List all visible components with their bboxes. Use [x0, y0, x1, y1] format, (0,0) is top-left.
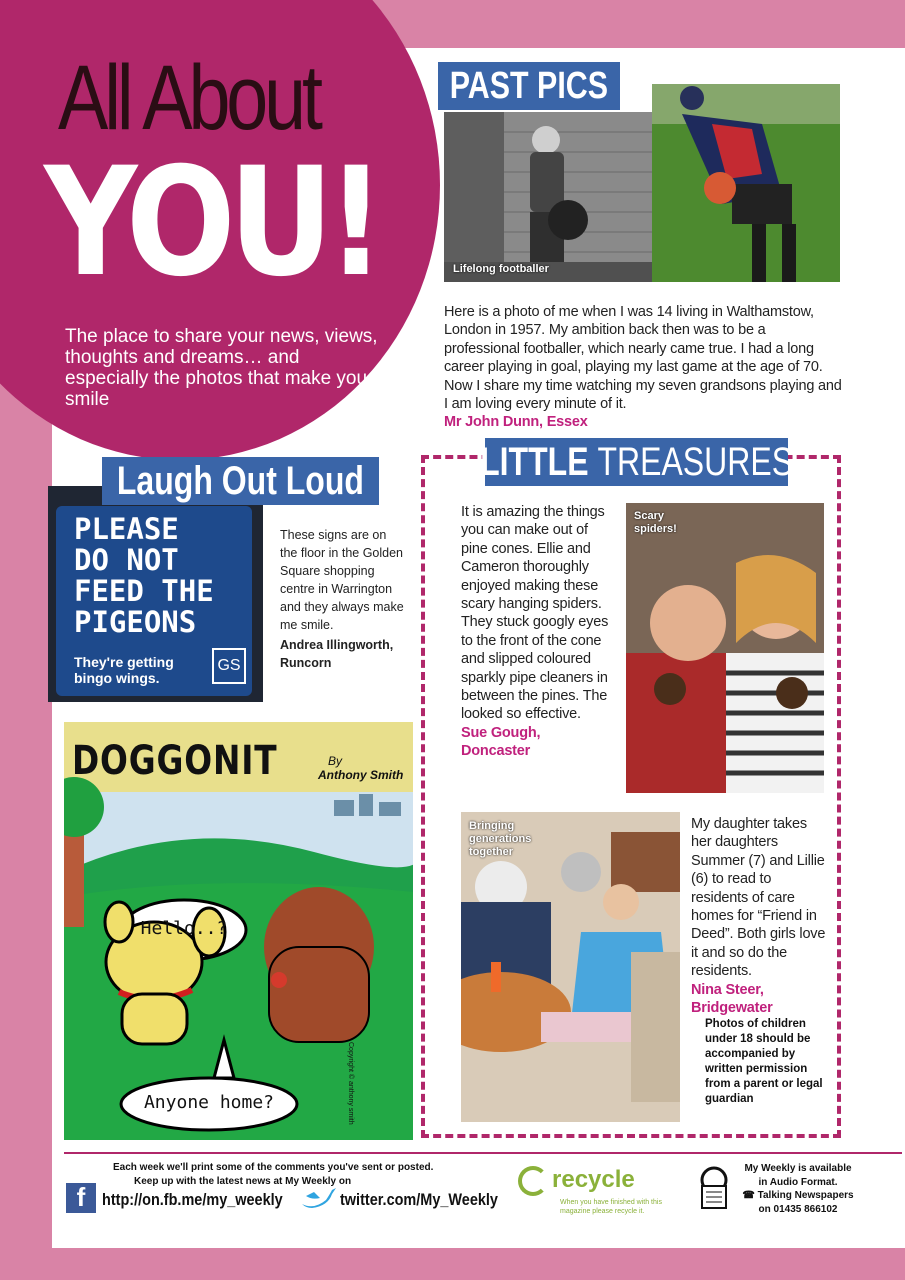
doggonit-comic — [64, 722, 413, 1140]
children-photo-notice: Photos of children under 18 should be accompanied by written permission from a parent or legal guardian — [705, 1018, 823, 1105]
comic-by: By — [328, 754, 343, 768]
little-treasures-heading: LITTLE TREASURES — [485, 438, 788, 486]
past-pics-body: Here is a photo of me when I was 14 living in Walthamstow, London in 1957. My ambition back then was to be a professional footballer, which nearly came true. I had a long career playing in goal, playing my last game at the age of 70. Now I share my time watching my seven grandsons playing and I am loving every minute of it. Mr John Dunn, Essex — [444, 303, 844, 432]
past-pic-young-photo — [444, 112, 652, 282]
story1-byline-name: Sue Gough, — [461, 724, 541, 741]
footer-intro-line2: Keep up with the latest news at My Weekly on — [134, 1176, 352, 1187]
spiders-caption: Scary spiders! — [634, 510, 677, 535]
comic-bubble-hello: Hello..? — [140, 918, 228, 939]
hero-title-line2: YOU! — [44, 136, 379, 310]
twitter-icon[interactable] — [300, 1186, 336, 1210]
sign-text: PLEASE DO NOT FEED THE PIGEONS — [74, 512, 214, 639]
past-pics-byline: Mr John Dunn, Essex — [444, 414, 588, 431]
laugh-out-loud-heading: Laugh Out Loud — [102, 457, 379, 505]
recycle-note: When you have finished with this magazine please recycle it. — [560, 1199, 662, 1215]
laugh-out-loud-body: These signs are on the floor in the Golden Square shopping centre in Warrington and they always make me smile. Andrea Illingworth, Runcorn — [280, 528, 404, 670]
comic-title: DOGGONIT — [72, 738, 278, 784]
recycle-icon — [518, 1166, 548, 1196]
treasures-story2: My daughter takes her daughters Summer (7) and Lillie (6) to read to residents of care homes for “Friend in Deed”. Both girls love it and so do the residents. Nina Steer, Bridgewater — [691, 815, 831, 1017]
past-pics-photo-caption: Lifelong footballer — [453, 263, 549, 275]
past-pic-goalkeeper-photo — [652, 84, 840, 282]
sign-subtext: They're getting bingo wings. — [74, 654, 174, 686]
comic-author: Anthony Smith — [318, 768, 404, 782]
recycle-label: recycle — [552, 1166, 635, 1193]
facebook-icon[interactable]: f — [66, 1183, 96, 1213]
story2-byline-name: Nina Steer, — [691, 981, 764, 998]
past-pics-heading: PAST PICS — [438, 62, 620, 110]
footer-intro-line1: Each week we'll print some of the comments you've sent or posted. — [113, 1162, 434, 1173]
story2-byline-place: Bridgewater — [691, 1000, 773, 1017]
treasures-story1: It is amazing the things you can make out of pine cones. Ellie and Cameron thoroughly enjoyed making these scary hanging spiders. They stuck googly eyes to the front of the cone and slipped coloured sparkly pipe cleaners in between the pines. The looked so effective. Sue Gough, Doncaster — [461, 503, 611, 761]
sign-logo: GS — [212, 648, 246, 684]
facebook-link[interactable]: http://on.fb.me/my_weekly — [102, 1190, 283, 1209]
footer-divider — [64, 1152, 902, 1154]
care-home-caption: Bringing generations together — [469, 820, 532, 858]
audio-icon — [696, 1166, 732, 1210]
story1-byline-place: Doncaster — [461, 743, 531, 760]
audio-info: My Weekly is available in Audio Format. ☎ Talking Newspapers on 01435 866102 — [742, 1163, 854, 1215]
pigeon-sign-photo — [48, 486, 263, 702]
laugh-byline-name: Andrea Illingworth, — [280, 638, 394, 652]
twitter-link[interactable]: twitter.com/My_Weekly — [340, 1190, 498, 1209]
hero-title-line1: All About — [58, 47, 319, 149]
hero-subtitle: The place to share your news, views, thoughts and dreams… and especially the photos that make you smile — [65, 326, 378, 410]
laugh-byline-place: Runcorn — [280, 656, 332, 670]
comic-bubble-anyone-home: Anyone home? — [143, 1092, 275, 1113]
comic-copyright: Copyright © anthony smith — [347, 1042, 354, 1125]
spiders-photo — [626, 503, 824, 793]
